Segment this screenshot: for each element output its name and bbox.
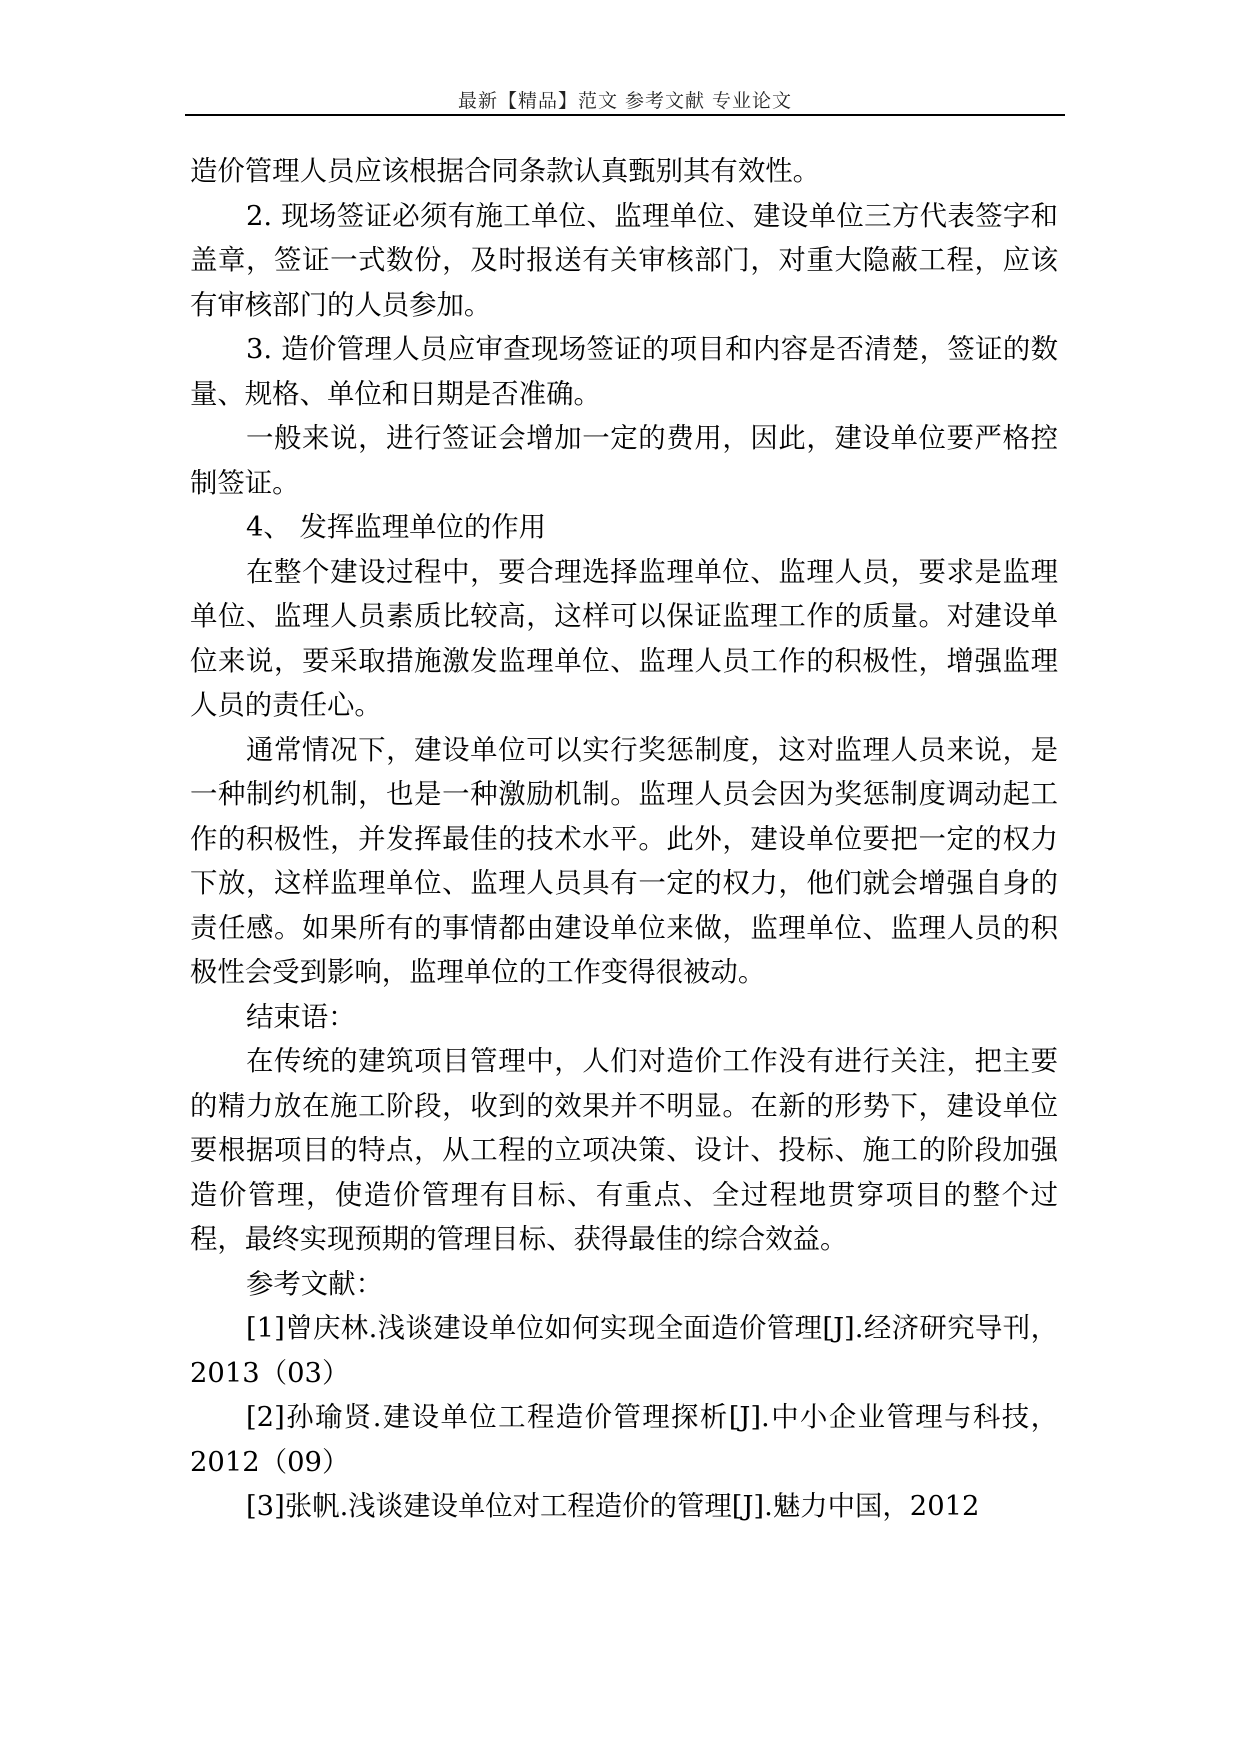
conclusion-heading: 结束语： bbox=[246, 1001, 356, 1033]
paragraph: 一般来说，进行签证会增加一定的费用，因此，建设单位要严格控制签证。 bbox=[190, 423, 1058, 499]
paragraph: 2. 现场签证必须有施工单位、监理单位、建设单位三方代表签字和盖章，签证一式数份，及时报送有关审核部门，对重大隐蔽工程，应该有审核部门的人员参加。 bbox=[190, 200, 1058, 321]
reference-item: [3]张帆.浅谈建设单位对工程造价的管理[J].魅力中国，2012 bbox=[246, 1491, 980, 1522]
paragraph: 在传统的建筑项目管理中，人们对造价工作没有进行关注，把主要的精力放在施工阶段，收到的效果并不明显。在新的形势下，建设单位要根据项目的特点，从工程的立项决策、设计、投标、施工的阶段加强造价管理，使造价管理有目标、有重点、全过程地贯穿项目的整个过程，最终实现预期的管理目标、获得最佳的综合效益。 bbox=[190, 1046, 1058, 1255]
paragraph: 在整个建设过程中，要合理选择监理单位、监理人员，要求是监理单位、监理人员素质比较高，这样可以保证监理工作的质量。对建设单位来说，要采取措施激发监理单位、监理人员工作的积极性，增强监理人员的责任心。 bbox=[190, 556, 1058, 721]
reference-item: [2]孙瑜贤.建设单位工程造价管理探析[J].中小企业管理与科技，2012（09） bbox=[190, 1402, 1058, 1478]
reference-item: [1]曾庆林.浅谈建设单位如何实现全面造价管理[J].经济研究导刊，2013（03） bbox=[190, 1313, 1058, 1389]
references-heading: 参考文献： bbox=[246, 1268, 383, 1300]
paragraph: 造价管理人员应该根据合同条款认真甄别其有效性。 bbox=[190, 156, 820, 187]
paragraph: 3. 造价管理人员应审查现场签证的项目和内容是否清楚，签证的数量、规格、单位和日期是否准确。 bbox=[190, 334, 1058, 410]
header-rule bbox=[185, 114, 1065, 116]
paragraph: 通常情况下，建设单位可以实行奖惩制度，这对监理人员来说，是一种制约机制，也是一种激励机制。监理人员会因为奖惩制度调动起工作的积极性，并发挥最佳的技术水平。此外，建设单位要把一定的权力下放，这样监理单位、监理人员具有一定的权力，他们就会增强自身的责任感。如果所有的事情都由建设单位来做，监理单位、监理人员的积极性会受到影响，监理单位的工作变得很被动。 bbox=[190, 734, 1058, 988]
page-header: 最新【精品】范文 参考文献 专业论文 bbox=[457, 90, 793, 112]
section-heading: 4、 发挥监理单位的作用 bbox=[246, 512, 547, 543]
body-text bbox=[190, 150, 1058, 1530]
